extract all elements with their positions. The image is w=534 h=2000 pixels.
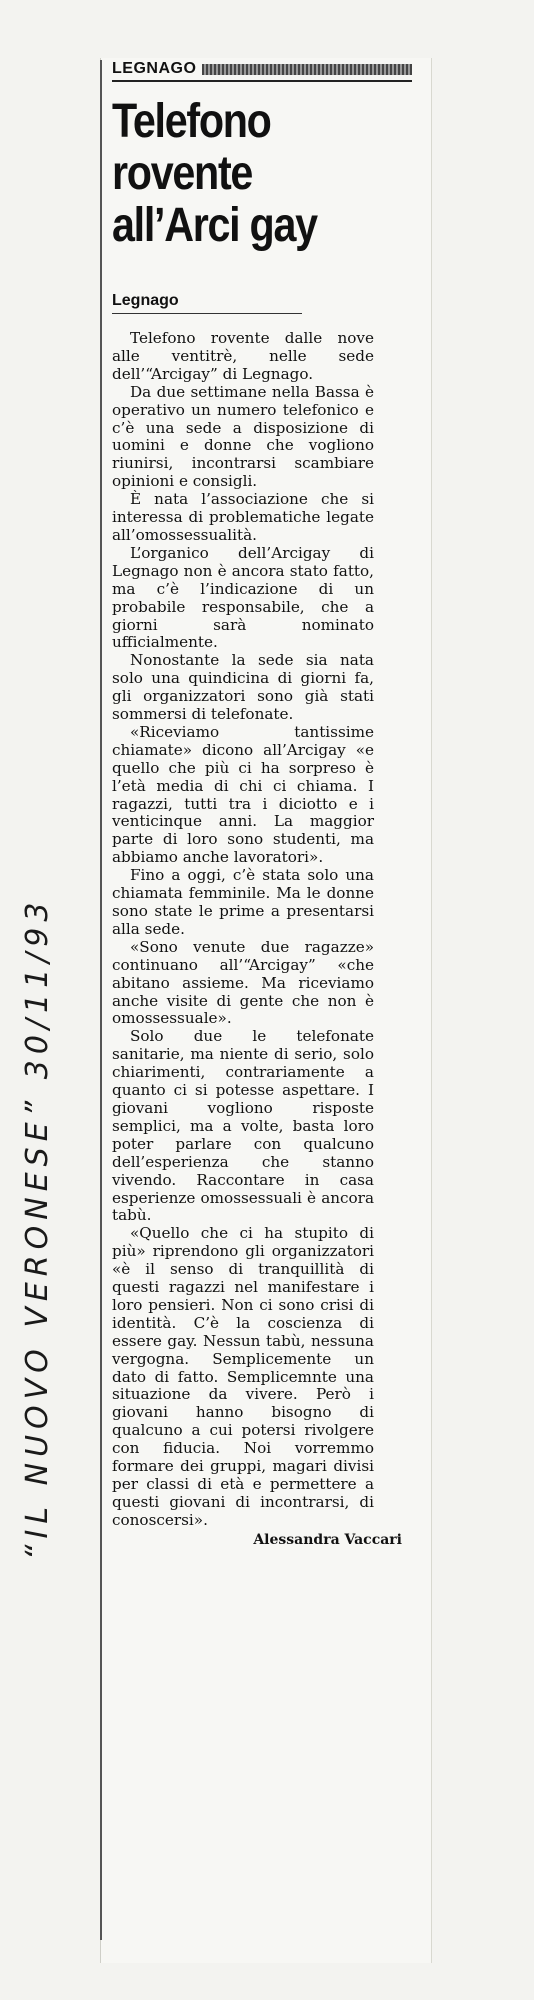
dateline: Legnago	[112, 292, 302, 314]
paragraph: Nonostante la sede sia nata solo una quindicina di giorni fa, gli organizzatori sono già stati sommersi di telefonate.	[112, 651, 374, 724]
headline-line: Telefono	[112, 95, 271, 148]
section-header	[112, 60, 412, 82]
paragraph: Solo due le telefonate sanitarie, ma niente di serio, solo chiarimenti, contrariamente a quanto ci si potesse aspettare. I giovani vogliono risposte semplici, ma a volte, basta loro poter parlare con qualcuno dell’esperienza che stanno vivendo. Raccontare in casa esperienze omossessuali è ancora tabù.	[112, 1027, 374, 1225]
headline-line: rovente	[112, 147, 253, 200]
article-body	[112, 330, 374, 1530]
headline	[112, 96, 404, 252]
section-bar	[202, 64, 412, 75]
paragraph: Telefono rovente dalle nove alle ventitrè, nelle sede dell’“Arcigay” di Legnago.	[112, 329, 374, 383]
newspaper-clipping	[112, 60, 412, 1548]
paragraph: È nata l’associazione che si interessa di problematiche legate all’omossessualità.	[112, 490, 374, 544]
paragraph: «Quello che ci ha stupito di più» riprendono gli organizzatori «è il senso di tranquillità di questi ragazzi nel manifestare i loro pensieri. Non ci sono crisi di identità. C’è la coscienza di essere gay. Nessun tabù, nessuna vergogna. Semplicemente un dato di fatto. Semplicemnte una situazione da vivere. Però i giovani hanno bisogno di qualcuno a cui potersi rivolgere con fiducia. Noi vorremmo formare dei gruppi, magari divisi per classi di età e permettere a questi giovani di incontrarsi, di conoscersi».	[112, 1224, 374, 1529]
paragraph: «Riceviamo tantissime chiamate» dicono all’Arcigay «e quello che più ci ha sorpreso è l’età media di chi ci chiama. I ragazzi, tutti tra i diciotto e i venticinque anni. La maggior parte di loro sono studenti, ma abbiamo anche lavoratori».	[112, 722, 374, 867]
paragraph: L’organico dell’Arcigay di Legnago non è ancora stato fatto, ma c’è l’indicazione di un probabile responsabile, che a giorni sarà nominato ufficialmente.	[112, 543, 374, 652]
section-label: LEGNAGO	[112, 60, 197, 77]
paragraph: Fino a oggi, c’è stata solo una chiamata femminile. Ma le donne sono state le prime a presentarsi alla sede.	[112, 866, 374, 938]
author-signature: Alessandra Vaccari	[253, 1531, 402, 1548]
paragraph: «Sono venute due ragazze» continuano all’“Arcigay” «che abitano assieme. Ma riceviamo anche visite di gente che non è omossessuale».	[112, 937, 374, 1028]
headline-line: all’Arci gay	[112, 199, 317, 252]
paragraph: Da due settimane nella Bassa è operativo un numero telefonico e c’è una sede a disposizione di uomini e donne che vogliono riunirsi, incontrarsi scambiare opinioni e consigli.	[112, 382, 374, 491]
handwritten-source-note: “IL NUOVO VERONESE” 30/11/93	[20, 896, 55, 1560]
column-rule	[100, 60, 102, 1940]
